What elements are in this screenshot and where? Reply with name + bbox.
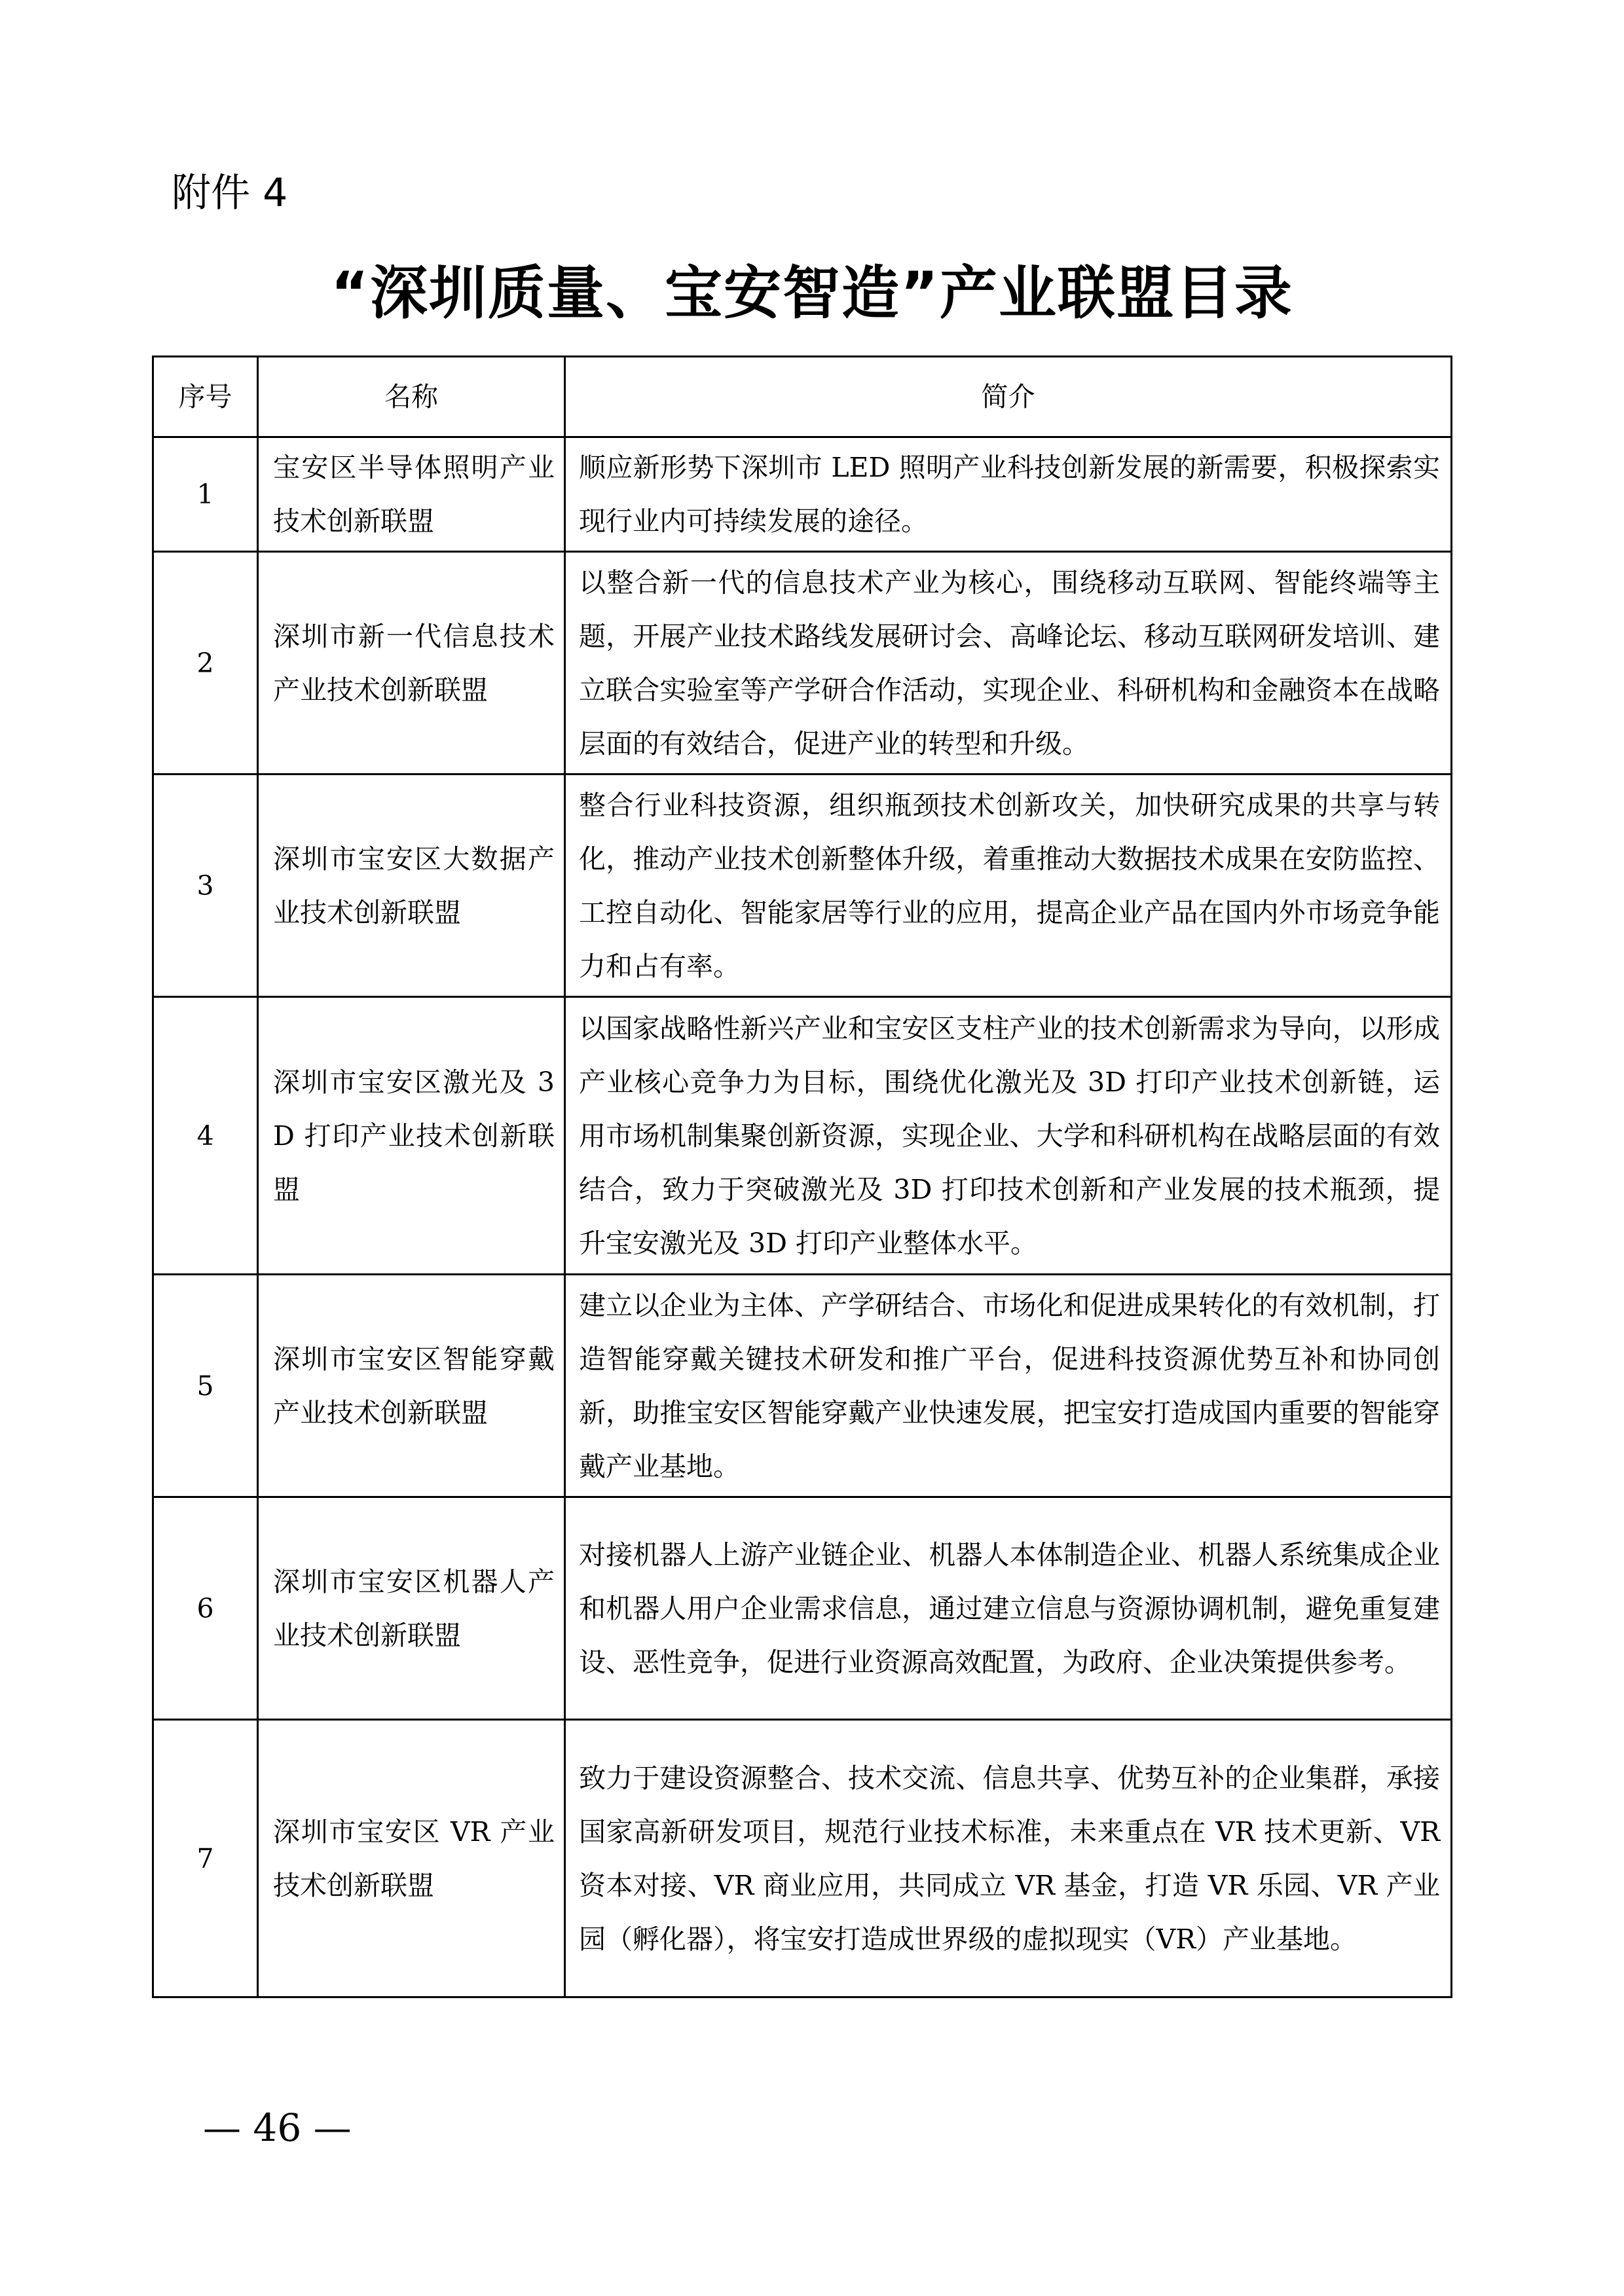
row-number: 3: [153, 774, 258, 997]
row-number: 7: [153, 1720, 258, 1997]
header-name: 名称: [258, 357, 565, 437]
table-row: [153, 997, 1452, 1275]
document-title: “深圳质量、宝安智造”产业联盟目录: [331, 259, 1293, 327]
row-number: 6: [153, 1497, 258, 1720]
alliance-description: 以整合新一代的信息技术产业为核心，围绕移动互联网、智能终端等主题，开展产业技术路线发展研讨会、高峰论坛、移动互联网研发培训、建立联合实验室等产学研合作活动，实现企业、科研机构和金融资本在战略层面的有效结合，促进产业的转型和升级。: [565, 552, 1452, 774]
alliance-description: 对接机器人上游产业链企业、机器人本体制造企业、机器人系统集成企业和机器人用户企业需求信息，通过建立信息与资源协调机制，避免重复建设、恶性竞争，促进行业资源高效配置，为政府、企业决策提供参考。: [565, 1497, 1452, 1720]
row-number: 4: [153, 997, 258, 1275]
page-number: — 46 —: [203, 2105, 352, 2150]
alliance-name: 宝安区半导体照明产业技术创新联盟: [258, 437, 565, 552]
attachment-label: 附件 4: [172, 170, 288, 216]
alliance-name: 深圳市宝安区机器人产业技术创新联盟: [258, 1497, 565, 1720]
row-number: 2: [153, 552, 258, 774]
alliance-name: 深圳市宝安区激光及 3D 打印产业技术创新联盟: [258, 997, 565, 1275]
alliance-name: 深圳市宝安区智能穿戴产业技术创新联盟: [258, 1275, 565, 1497]
table-body: [153, 437, 1452, 1997]
table-row: [153, 552, 1452, 774]
table-header: [153, 357, 1452, 437]
table-row: [153, 1275, 1452, 1497]
table-row: [153, 774, 1452, 997]
alliance-description: 以国家战略性新兴产业和宝安区支柱产业的技术创新需求为导向，以形成产业核心竞争力为目标，围绕优化激光及 3D 打印产业技术创新链，运用市场机制集聚创新资源，实现企业、大学和科研机构在战略层面的有效结合，致力于突破激光及 3D 打印技术创新和产业发展的技术瓶颈，提升宝安激光及 3D 打印产业整体水平。: [565, 997, 1452, 1275]
alliance-catalog-table: [152, 355, 1452, 1998]
header-number: 序号: [153, 357, 258, 437]
alliance-description: 建立以企业为主体、产学研结合、市场化和促进成果转化的有效机制，打造智能穿戴关键技术研发和推广平台，促进科技资源优势互补和协同创新，助推宝安区智能穿戴产业快速发展，把宝安打造成国内重要的智能穿戴产业基地。: [565, 1275, 1452, 1497]
row-number: 1: [153, 437, 258, 552]
alliance-name: 深圳市宝安区 VR 产业技术创新联盟: [258, 1720, 565, 1997]
table-row: [153, 437, 1452, 552]
alliance-name: 深圳市宝安区大数据产业技术创新联盟: [258, 774, 565, 997]
table-row: [153, 1497, 1452, 1720]
alliance-description: 致力于建设资源整合、技术交流、信息共享、优势互补的企业集群，承接国家高新研发项目，规范行业技术标准，未来重点在 VR 技术更新、VR 资本对接、VR 商业应用，共同成立 VR 基金，打造 VR 乐园、VR 产业园（孵化器），将宝安打造成世界级的虚拟现实（VR）产业基地。: [565, 1720, 1452, 1997]
table-row: [153, 1720, 1452, 1997]
alliance-name: 深圳市新一代信息技术产业技术创新联盟: [258, 552, 565, 774]
header-row: [153, 357, 1452, 437]
alliance-description: 整合行业科技资源，组织瓶颈技术创新攻关，加快研究成果的共享与转化，推动产业技术创新整体升级，着重推动大数据技术成果在安防监控、工控自动化、智能家居等行业的应用，提高企业产品在国内外市场竞争能力和占有率。: [565, 774, 1452, 997]
alliance-description: 顺应新形势下深圳市 LED 照明产业科技创新发展的新需要，积极探索实现行业内可持续发展的途径。: [565, 437, 1452, 552]
header-description: 简介: [565, 357, 1452, 437]
row-number: 5: [153, 1275, 258, 1497]
